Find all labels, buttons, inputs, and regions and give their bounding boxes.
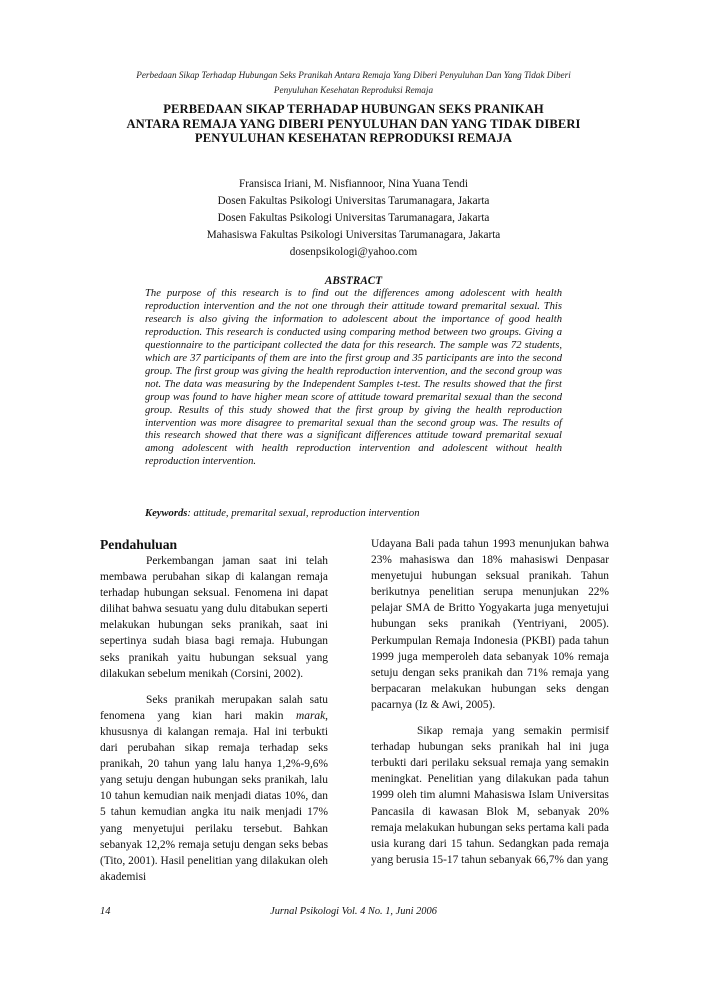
running-header-line-1: Perbedaan Sikap Terhadap Hubungan Seks Pranikah Antara Remaja Yang Diberi Penyuluhan Dan Yang Tidak Diberi (136, 70, 571, 80)
right-paragraph-1: Udayana Bali pada tahun 1993 menunjukan bahwa 23% mahasiswa dan 18% mahasiswi Denpasar menyetujui hubungan seksual pranikah. Tahun berikutnya penelitian serupa menunjukan 22% pelajar SMA de Britto Yogyakarta juga menyetujui hubungan seks pranikah (Yentriyani, 2005). Perkumpulan Remaja Indonesia (PKBI) pada tahun 1999 juga memperoleh data sebanyak 10% remaja setuju dengan seks pranikah dan 71% remaja yang berpacaran melakukan hubungan seks dengan pacarnya (Iz & Awi, 2005). (371, 538, 609, 711)
abstract-body: The purpose of this research is to find out the differences among adolescent with health reproduction intervention and the not one through their attitude toward premarital sexual. This research is also giving the information to adolescent about the importance of good health reproduction. This research is conducted using comparing method between two groups. Giving a questionnaire to the participant collected the data for this research. The sample was 72 students, which are 37 participants of them are into the first group and 35 participants are into the second group. The first group was giving the health reproduction intervention, and the second group was not. The data was measuring by the Independent Samples t-test. The results showed that the first group was found to have higher mean score of attitude toward premarital sexual than the second group. Results of this study showed that the first group by giving the health reproduction intervention was more disagree to premarital sexual than the second group was. The results of this research showed that there was a significant differences attitude toward premarital sexual among adolescent with health reproduction intervention and adolescent without health reproduction intervention. (145, 288, 562, 468)
running-header (90, 68, 617, 98)
paper-title (100, 102, 607, 146)
left-paragraph-1: Perkembangan jaman saat ini telah membawa perubahan sikap di kalangan remaja terhadap hubungan seksual. Fenomena ini dapat dilihat bahwa sesuatu yang dulu ditabukan seperti melakukan hubungan seks pranikah, saat ini sepertinya sudah biasa bagi remaja. Hubungan seks pranikah yaitu hubungan seksual yang dilakukan sebelum menikah (Corsini, 2002). (100, 555, 328, 680)
author-affiliation-2: Dosen Fakultas Psikologi Universitas Tarumanagara, Jakarta (217, 212, 490, 224)
left-paragraph-2 (100, 692, 328, 885)
footer-page-number: 14 (100, 906, 111, 917)
author-email: dosenpsikologi@yahoo.com (289, 246, 418, 258)
running-header-line-2: Penyuluhan Kesehatan Reproduksi Remaja (273, 85, 434, 95)
keywords-label: Keywords (145, 508, 188, 519)
author-affiliation-1: Dosen Fakultas Psikologi Universitas Tarumanagara, Jakarta (217, 195, 490, 207)
left-paragraph-2-a: Seks pranikah merupakan salah satu fenomena yang kian hari makin (100, 693, 328, 722)
right-column (371, 536, 609, 868)
author-affiliation-3: Mahasiswa Fakultas Psikologi Universitas Tarumanagara, Jakarta (206, 229, 501, 241)
title-line-2: ANTARA REMAJA YANG DIBERI PENYULUHAN DAN YANG TIDAK DIBERI (126, 116, 581, 131)
left-paragraph-2-emphasis: marak (296, 709, 326, 722)
keywords (145, 507, 562, 521)
footer-journal: Jurnal Psikologi Vol. 4 No. 1, Juni 2006 (270, 906, 437, 917)
keywords-text: : attitude, premarital sexual, reproduction intervention (187, 508, 420, 519)
abstract-heading: ABSTRACT (324, 275, 383, 287)
left-column (100, 536, 328, 885)
section-heading: Pendahuluan (100, 537, 178, 552)
author-block (100, 176, 607, 261)
left-paragraph-2-b: , khususnya di kalangan remaja. Hal ini terbukti dari perubahan sikap remaja terhadap seks pranikah, 20 tahun yang lalu hanya 1,2%-9,6% yang setuju dengan hubungan seks pranikah, lalu 10 tahun kemudian naik menjadi diatas 10%, dan 5 tahun kemudian angka itu naik menjadi 17% yang menyetujui perilaku tersebut. Bahkan sebanyak 12,2% remaja setuju dengan seks bebas (Tito, 2001). Hasil penelitian yang dilakukan oleh akademisi (100, 709, 328, 883)
title-line-3: PENYULUHAN KESEHATAN REPRODUKSI REMAJA (194, 131, 513, 145)
right-paragraph-2: Sikap remaja yang semakin permisif terhadap hubungan seks pranikah hal ini juga terbukti dari perilaku seksual remaja yang semakin meningkat. Penelitian yang dilakukan pada tahun 1999 oleh tim alumni Mahasiswa Islam Universitas Pancasila di kawasan Blok M, sebanyak 20% remaja melakukan hubungan seks pertama kali pada usia kurang dari 15 tahun. Sedangkan pada remaja yang berusia 15-17 tahun sebanyak 66,7% dan yang (371, 725, 609, 866)
author-names: Fransisca Iriani, M. Nisfiannoor, Nina Yuana Tendi (239, 178, 468, 190)
title-line-1: PERBEDAAN SIKAP TERHADAP HUBUNGAN SEKS PRANIKAH (163, 102, 544, 116)
